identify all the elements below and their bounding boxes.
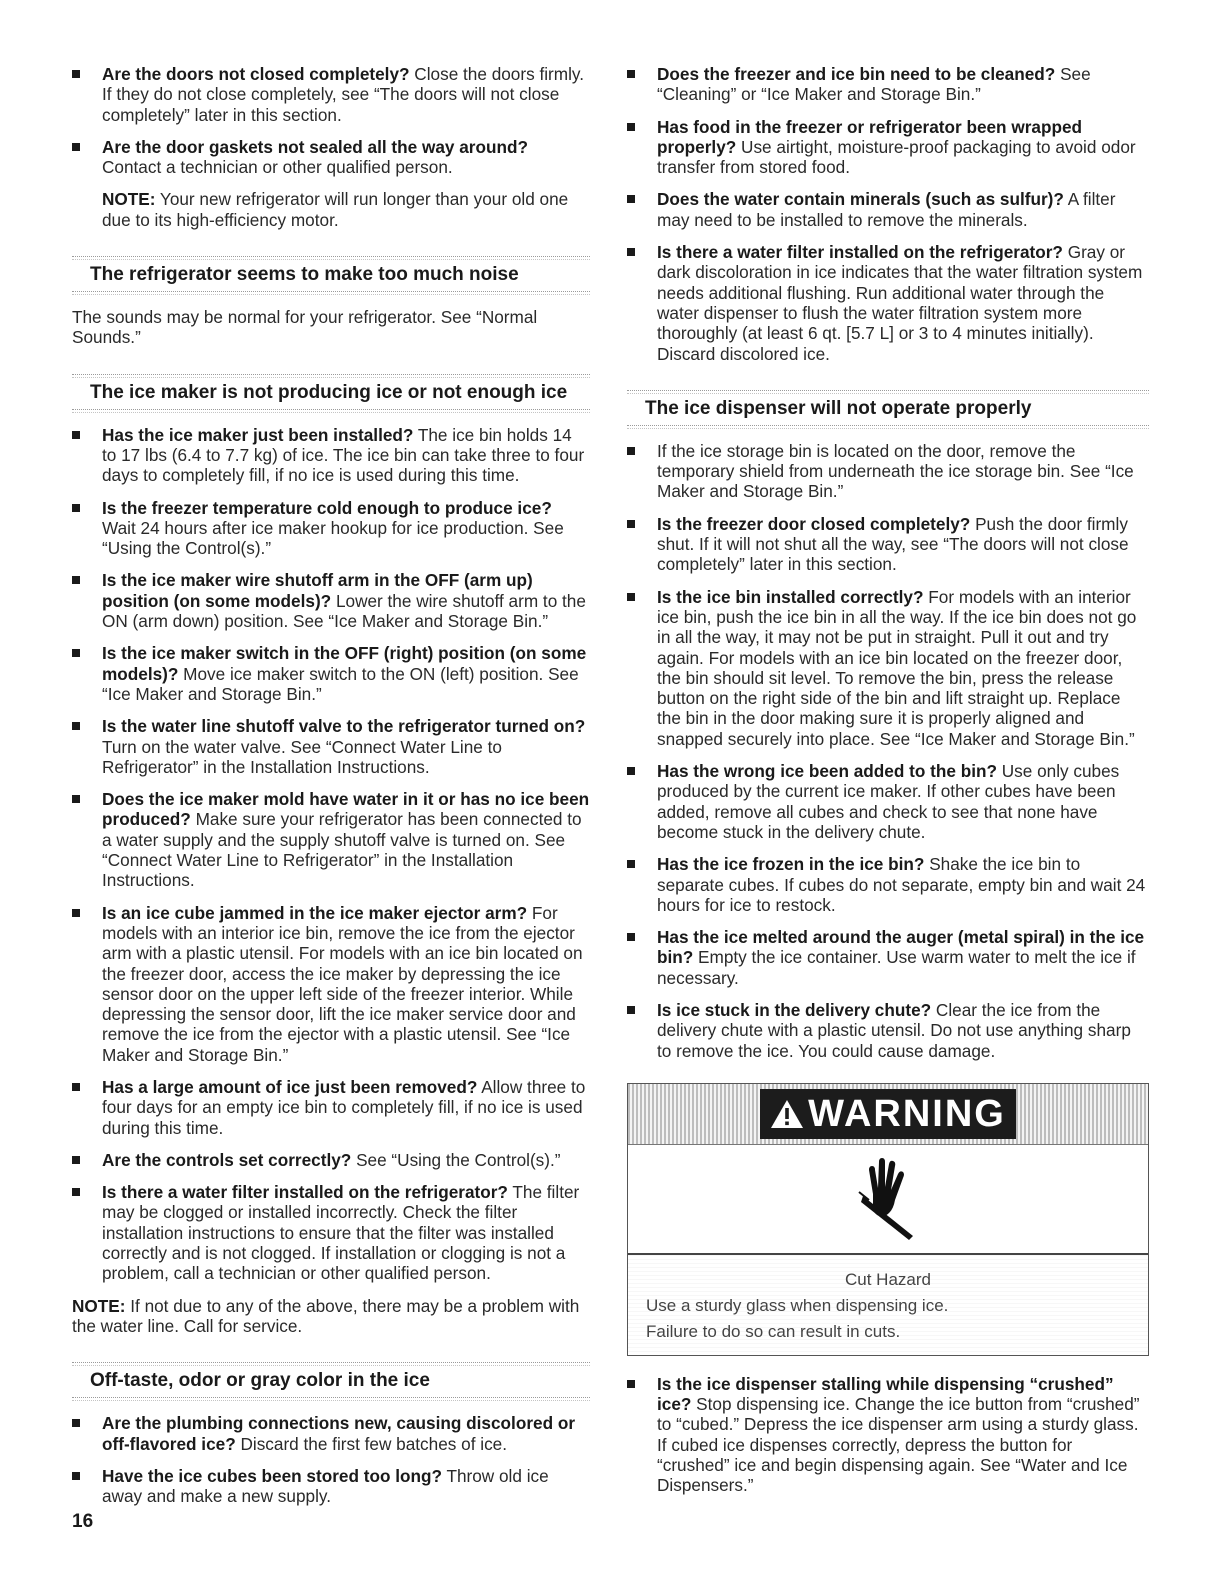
- divider: [72, 409, 590, 413]
- question-text: Does the ice maker mold have water in it or has no ice been produced?: [102, 789, 590, 830]
- section-heading: The refrigerator seems to make too much noise: [90, 264, 519, 286]
- list-item: [627, 64, 1149, 105]
- answer-text: Shake the ice bin to separate cubes. If cubes do not separate, empty bin and wait 24 hours for ice to restock.: [657, 854, 1146, 915]
- list-item: [627, 242, 1149, 364]
- question-text: Has the wrong ice been added to the bin?: [657, 761, 997, 782]
- bullet-icon: [72, 1188, 80, 1196]
- question-text: Is there a water filter installed on the refrigerator?: [657, 242, 1063, 263]
- answer-text: For models with an interior ice bin, push the ice bin in all the way. If the ice bin does not go in all the way, it may not be put in straight. Pull it out and try again. For models with an ice bin located on the freezer door, the bin should sit level. To remove the bin, press the release button on the right side of the bin and lift straight up. Replace the bin in the door making sure it is properly aligned and snapped securely into place. See “Ice Maker and Storage Bin.”: [657, 586, 1137, 749]
- bullet-icon: [627, 767, 635, 775]
- bullet-icon: [627, 1380, 635, 1388]
- bullet-icon: [72, 1472, 80, 1480]
- answer-text: See “Using the Control(s).”: [351, 1149, 561, 1170]
- question-text: Is the ice maker wire shutoff arm in the OFF (arm up) position (on some models)?: [102, 570, 533, 611]
- question-text: Is the water line shutoff valve to the refrigerator turned on?: [102, 716, 586, 737]
- answer-text: Discard the first few batches of ice.: [235, 1433, 507, 1454]
- question-text: Is ice stuck in the delivery chute?: [657, 999, 932, 1020]
- right-column: [627, 64, 1149, 1508]
- list-item: [72, 716, 590, 777]
- question-text: Is the ice dispenser stalling while dispensing “crushed” ice?: [657, 1373, 1114, 1415]
- section-noise: [72, 256, 590, 295]
- question-text: Has the ice maker just been installed?: [102, 424, 414, 445]
- question-text: Is the freezer door closed completely?: [657, 513, 971, 534]
- warning-line-2: Failure to do so can result in cuts.: [646, 1321, 901, 1341]
- page-number: 16: [72, 1511, 94, 1532]
- bullet-icon: [72, 909, 80, 917]
- section-ice-dispenser: [627, 390, 1149, 429]
- answer-text: Stop dispensing ice. Change the ice button from “crushed” to “cubed.” Depress the ice dispenser arm using a sturdy glass. If cubed ice dispenses correctly, depress the button for “crushed” ice and begin dispensing again. See “Water and Ice Dispensers.”: [657, 1394, 1140, 1496]
- note-efficiency: NOTE: Your new refrigerator will run longer than your old one due to its high-efficiency motor.: [102, 189, 569, 230]
- list-item: [627, 189, 1149, 230]
- question-text: Are the doors not closed completely?: [102, 64, 410, 84]
- bullet-icon: [627, 520, 635, 528]
- answer-text: Push the door firmly shut. If it will not shut all the way, see “The doors will not close completely” later in this section.: [657, 513, 1129, 575]
- answer-text: A filter may need to be installed to remove the minerals.: [657, 189, 1116, 230]
- bullet-icon: [627, 195, 635, 203]
- answer-text: Allow three to four days for an empty ice bin to completely fill, if no ice is used during this time.: [102, 1076, 586, 1138]
- divider: [72, 1397, 590, 1401]
- answer-text: Empty the ice container. Use warm water to melt the ice if necessary.: [657, 947, 1136, 988]
- ice-maker-list: [72, 425, 590, 1284]
- bullet-icon: [72, 1156, 80, 1164]
- divider: [72, 256, 590, 260]
- list-item: [72, 498, 590, 559]
- list-item: [72, 425, 590, 486]
- answer-text: Make sure your refrigerator has been connected to a water supply and the supply shutoff valve is turned on. See “Connect Water Line to Refrigerator” in the Installation Instructions.: [102, 809, 582, 891]
- answer-text: Lower the wire shutoff arm to the ON (arm down) position. See “Ice Maker and Storage Bin.”: [102, 590, 586, 632]
- divider: [72, 1362, 590, 1366]
- list-item: [72, 1182, 590, 1283]
- answer-text: The filter may be clogged or installed incorrectly. Check the filter installation instructions to ensure that the filter was installed correctly and is not clogged. If installation or clogging is not a problem, call a technician or other qualified person.: [102, 1182, 580, 1284]
- list-item: [72, 643, 590, 704]
- warning-title: WARNING: [760, 1089, 1016, 1139]
- bullet-icon: [72, 431, 80, 439]
- answer-text: Clear the ice from the delivery chute with a plastic utensil. Do not use anything sharp to remove the ice. You could cause damage.: [657, 999, 1131, 1061]
- warning-banner: [628, 1084, 1148, 1144]
- list-item: [72, 137, 590, 178]
- question-text: Has the ice melted around the auger (metal spiral) in the ice bin?: [657, 927, 1145, 968]
- section-heading: Off-taste, odor or gray color in the ice: [90, 1370, 430, 1392]
- list-item: [72, 1077, 590, 1138]
- section-off-taste: [72, 1362, 590, 1401]
- list-item: [72, 570, 590, 631]
- question-text: Are the controls set correctly?: [102, 1149, 352, 1170]
- list-item: [627, 441, 1149, 502]
- bullet-icon: [72, 143, 80, 151]
- answer-text: Use only cubes produced by the current ice maker. If other cubes have been added, remove all cubes and check to see that none have become stuck in the delivery chute.: [657, 761, 1120, 842]
- list-item: [627, 117, 1149, 178]
- question-text: Is the ice bin installed correctly?: [657, 586, 924, 607]
- list-item: [72, 903, 590, 1065]
- ice-dispenser-list: [627, 441, 1149, 1061]
- list-item: [627, 1374, 1149, 1496]
- answer-text: Throw old ice away and make a new supply.: [102, 1465, 549, 1507]
- bullet-icon: [72, 649, 80, 657]
- question-text: Have the ice cubes been stored too long?: [102, 1465, 442, 1486]
- list-item: [72, 789, 590, 890]
- bullet-icon: [627, 123, 635, 131]
- bullet-icon: [627, 447, 635, 455]
- divider: [627, 390, 1149, 394]
- answer-text: Use airtight, moisture-proof packaging to avoid odor transfer from stored food.: [657, 136, 1136, 178]
- list-item: [627, 927, 1149, 988]
- bullet-icon: [627, 70, 635, 78]
- alert-triangle-icon: [770, 1098, 804, 1130]
- bullet-icon: [72, 1419, 80, 1427]
- question-text: Is the ice maker switch in the OFF (right) position (on some models)?: [102, 643, 587, 684]
- question-text: Is there a water filter installed on the refrigerator?: [102, 1182, 508, 1203]
- list-item: [72, 64, 590, 125]
- intro-list: [72, 64, 590, 177]
- question-text: Has a large amount of ice just been removed?: [102, 1076, 478, 1097]
- bullet-icon: [72, 795, 80, 803]
- question-text: Is the freezer temperature cold enough to produce ice?: [102, 497, 552, 518]
- off-taste-list-continued: [627, 64, 1149, 364]
- answer-text: See “Cleaning” or “Ice Maker and Storage Bin.”: [657, 64, 1091, 105]
- answer-text: Gray or dark discoloration in ice indicates that the water filtration system needs additional flushing. Run additional water through the water dispenser to flush the water filtration system more thoroughly (at least 6 qt. [5.7 L] or 3 to 4 minutes initially). Discard discolored ice.: [657, 242, 1143, 364]
- answer-text: Wait 24 hours after ice maker hookup for ice production. See “Using the Control(s).”: [102, 517, 564, 559]
- bullet-icon: [627, 860, 635, 868]
- section-ice-maker: [72, 374, 590, 413]
- question-text: Are the plumbing connections new, causing discolored or off-flavored ice?: [102, 1413, 576, 1454]
- divider: [627, 425, 1149, 429]
- bullet-icon: [72, 504, 80, 512]
- warning-line-1: Use a sturdy glass when dispensing ice.: [646, 1295, 949, 1315]
- list-item: [627, 854, 1149, 915]
- answer-text: Close the doors firmly. If they do not close completely, see “The doors will not close completely” later in this section.: [102, 64, 585, 125]
- answer-text: Contact a technician or other qualified person.: [102, 157, 453, 178]
- section-heading: The ice maker is not producing ice or not enough ice: [90, 381, 568, 403]
- list-item: [627, 1000, 1149, 1061]
- hazard-label: Cut Hazard: [845, 1269, 931, 1289]
- answer-text: The ice bin holds 14 to 17 lbs (6.4 to 7.7 kg) of ice. The ice bin can take three to four days to completely fill, if no ice is used during this time.: [102, 424, 585, 486]
- bullet-icon: [627, 1006, 635, 1014]
- warning-text: [628, 1255, 1148, 1355]
- question-text: Has food in the freezer or refrigerator been wrapped properly?: [657, 116, 1083, 157]
- divider: [72, 291, 590, 295]
- list-item: [72, 1150, 590, 1170]
- cut-hand-icon: [833, 1154, 943, 1244]
- answer-text: If the ice storage bin is located on the door, remove the temporary shield from underneath the ice storage bin. See “Ice Maker and Storage Bin.”: [657, 440, 1134, 502]
- answer-text: Turn on the water valve. See “Connect Water Line to Refrigerator” in the Installation Instructions.: [102, 736, 502, 777]
- divider: [72, 374, 590, 378]
- list-item: [627, 587, 1149, 749]
- question-text: Has the ice frozen in the ice bin?: [657, 854, 925, 875]
- question-text: Does the water contain minerals (such as sulfur)?: [657, 189, 1064, 210]
- section-heading: The ice dispenser will not operate properly: [645, 397, 1032, 419]
- bullet-icon: [72, 722, 80, 730]
- bullet-icon: [627, 248, 635, 256]
- list-item: [72, 1413, 590, 1454]
- list-item: [627, 514, 1149, 575]
- bullet-icon: [627, 593, 635, 601]
- noise-text: The sounds may be normal for your refrigerator. See “Normal Sounds.”: [72, 307, 538, 348]
- off-taste-list: [72, 1413, 590, 1506]
- list-item: [72, 1466, 590, 1507]
- crushed-ice-list: [627, 1374, 1149, 1496]
- answer-text: For models with an interior ice bin, remove the ice from the ejector arm with a plastic utensil. For models with an ice bin located on the freezer door, access the ice maker by depressing the ice sensor door on the upper left side of the freezer interior. While depressing the sensor door, lift the ice maker service door and remove the ice from the ejector with a plastic utensil. See “Ice Maker and Storage Bin.”: [102, 902, 583, 1065]
- left-column: [72, 64, 590, 1518]
- list-item: [627, 761, 1149, 842]
- question-text: Is an ice cube jammed in the ice maker ejector arm?: [102, 902, 528, 923]
- bullet-icon: [627, 933, 635, 941]
- bullet-icon: [72, 1083, 80, 1091]
- answer-text: Move ice maker switch to the ON (left) position. See “Ice Maker and Storage Bin.”: [102, 663, 579, 704]
- warning-icon-area: [628, 1144, 1148, 1255]
- question-text: Does the freezer and ice bin need to be cleaned?: [657, 64, 1056, 84]
- bullet-icon: [72, 576, 80, 584]
- question-text: Are the door gaskets not sealed all the way around?: [102, 136, 528, 157]
- warning-box: [627, 1083, 1149, 1356]
- bullet-icon: [72, 70, 80, 78]
- note-water-line: NOTE: If not due to any of the above, there may be a problem with the water line. Call for service.: [72, 1295, 580, 1336]
